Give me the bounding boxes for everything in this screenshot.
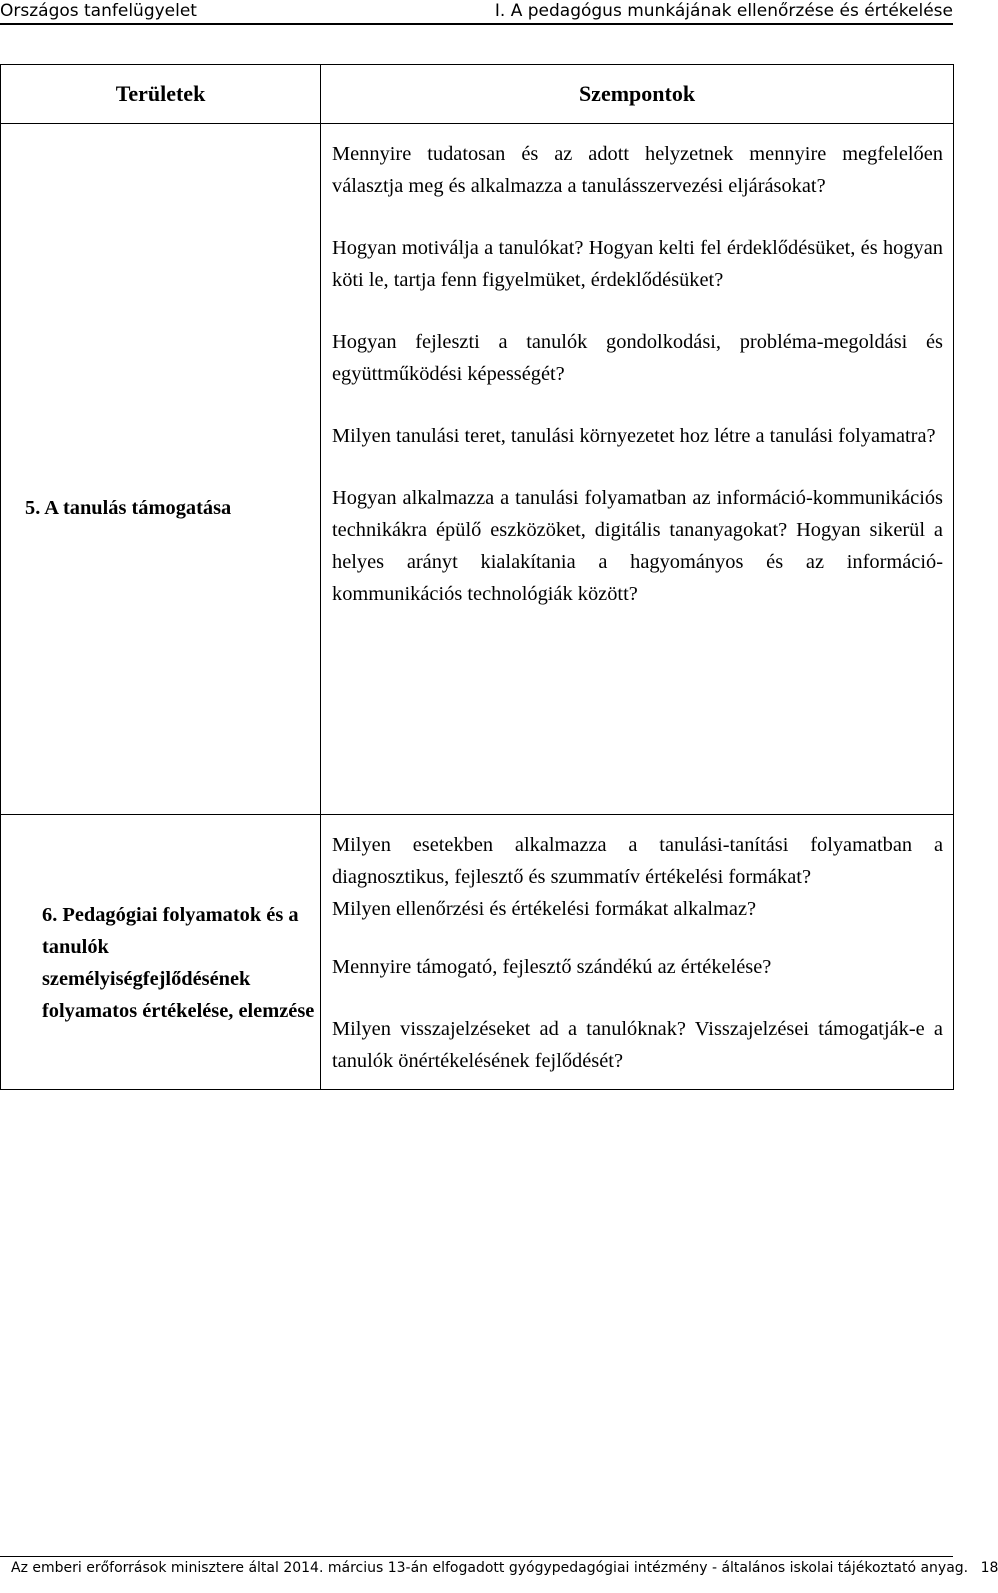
question: Hogyan motiválja a tanulókat? Hogyan kelti fel érdeklődésüket, és hogyan köti le, tartja fenn figyelmüket, érdeklődésüket? xyxy=(332,237,943,291)
header-left: Országos tanfelügyelet xyxy=(0,1,197,21)
criteria-table xyxy=(0,64,954,1090)
question: Hogyan fejleszti a tanulók gondolkodási, probléma-megoldási és együttműködési képességét? xyxy=(332,331,943,385)
question: Milyen visszajelzéseket ad a tanulóknak? Visszajelzései támogatják-e a tanulók önértékelésének fejlődését? xyxy=(332,1018,943,1072)
table-header-row xyxy=(1,65,954,124)
question: Milyen ellenőrzési és értékelési formákat alkalmaz? xyxy=(332,898,757,920)
area5-cell xyxy=(1,124,321,815)
question: Milyen esetekben alkalmazza a tanulási-tanítási folyamatban a diagnosztikus, fejlesztő és szummatív értékelési formákat? xyxy=(332,834,943,888)
table-row-area6 xyxy=(1,815,954,1090)
area5-questions xyxy=(321,124,954,815)
question: Mennyire támogató, fejlesztő szándékú az értékelése? xyxy=(332,956,772,978)
question: Hogyan alkalmazza a tanulási folyamatban az információ-kommunikációs technikákra épülő eszközöket, digitális tananyagokat? Hogyan sikerül a helyes arányt kialakítania a hagyományos és az információ-kommunikációs technológiák között? xyxy=(332,487,943,605)
footer-rule xyxy=(0,1556,953,1557)
area6-questions xyxy=(321,815,954,1090)
page-number: 18 xyxy=(980,1560,998,1576)
header-rule xyxy=(0,23,953,25)
footer-text: Az emberi erőforrások minisztere által 2014. március 13-án elfogadott gyógypedagógiai intézmény - általános iskolai tájékoztató anyag. xyxy=(11,1560,969,1576)
table-row-area5 xyxy=(1,124,954,815)
area5-title: 5. A tanulás támogatása xyxy=(25,497,232,519)
running-header xyxy=(0,0,960,23)
page-footer xyxy=(11,1560,998,1576)
area6-title: 6. Pedagógiai folyamatok és a tanulók személyiségfejlődésének folyamatos értékelése, elemzése xyxy=(1,815,321,1090)
header-right: I. A pedagógus munkájának ellenőrzése és értékelése xyxy=(494,1,953,21)
question: Mennyire tudatosan és az adott helyzetnek mennyire megfelelően választja meg és alkalmazza a tanulásszervezési eljárásokat? xyxy=(332,143,943,197)
question: Milyen tanulási teret, tanulási környezetet hoz létre a tanulási folyamatra? xyxy=(332,425,936,447)
column-header-szempontok: Szempontok xyxy=(321,65,954,124)
column-header-teruletek: Területek xyxy=(1,65,321,124)
